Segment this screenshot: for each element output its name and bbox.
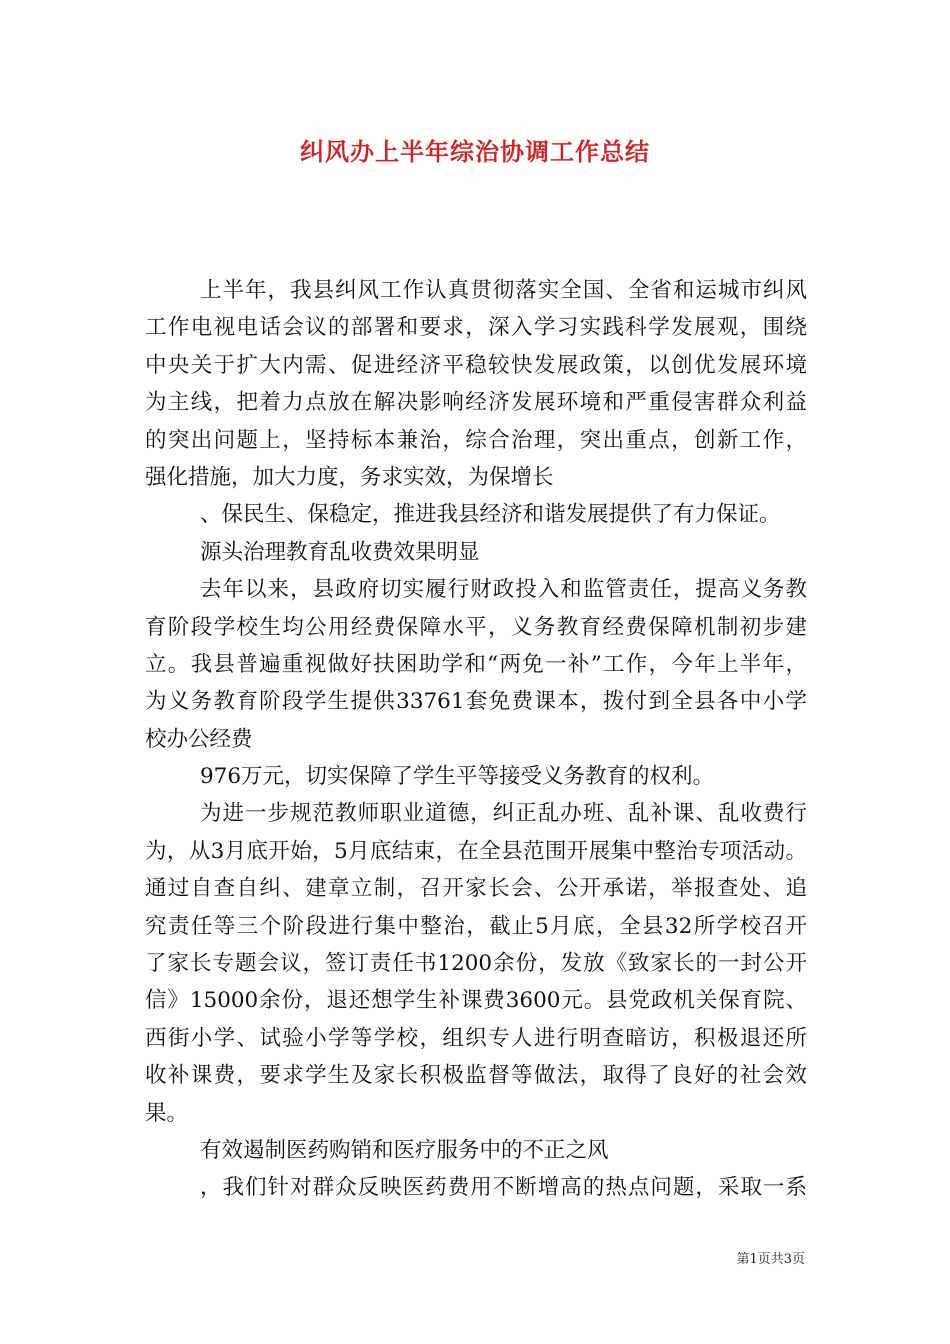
body-line: 育阶段学校生均公用经费保障水平，义务教育经费保障机制初步建 (145, 614, 807, 640)
page-number: 第1页共3页 (736, 1252, 805, 1267)
body-line: 为，从3月底开始，5月底结束，在全县范围开展集中整治专项活动。 (145, 838, 807, 864)
body-line: 收补课费，要求学生及家长积极监督等做法，取得了良好的社会效 (145, 1063, 807, 1089)
body-line: 976万元，切实保障了学生平等接受义务教育的权利。 (200, 764, 715, 790)
body-line: 的突出问题上，坚持标本兼治，综合治理，突出重点，创新工作， (145, 427, 807, 453)
body-line: 通过自查自纠、建章立制，召开家长会、公开承诺，举报查处、追 (145, 876, 807, 902)
body-line: 果。 (145, 1100, 189, 1126)
body-line: 立。我县普遍重视做好扶困助学和“两免一补”工作，今年上半年， (145, 651, 807, 677)
body-line: 究责任等三个阶段进行集中整治，截止5月底，全县32所学校召开 (145, 913, 807, 939)
body-line: 西街小学、试验小学等学校，组织专人进行明查暗访，积极退还所 (145, 1025, 807, 1051)
body-line: 去年以来，县政府切实履行财政投入和监管责任，提高义务教 (200, 577, 807, 603)
body-line: 为义务教育阶段学生提供33761套免费课本，拨付到全县各中小学 (145, 689, 807, 715)
body-line: 为主线，把着力点放在解决影响经济发展环境和严重侵害群众利益 (145, 390, 807, 416)
document-body (145, 272, 807, 1207)
body-line: 了家长专题会议，签订责任书1200余份，发放《致家长的一封公开 (145, 951, 807, 977)
body-line: 校办公经费 (145, 726, 253, 752)
document-title: 纠风办上半年综治协调工作总结 (300, 137, 650, 166)
body-line: 工作电视电话会议的部署和要求，深入学习实践科学发展观，围绕 (145, 315, 807, 341)
body-line: 、保民生、保稳定，推进我县经济和谐发展提供了有力保证。 (200, 502, 781, 528)
body-line: ，我们针对群众反映医药费用不断增高的热点问题，采取一系 (200, 1175, 807, 1201)
body-line: 上半年，我县纠风工作认真贯彻落实全国、全省和运城市纠风 (200, 278, 807, 303)
section-heading: 源头治理教育乱收费效果明显 (200, 539, 480, 565)
body-line: 中央关于扩大内需、促进经济平稳较快发展政策，以创优发展环境 (145, 352, 807, 378)
body-line: 信》15000余份，退还想学生补课费3600元。县党政机关保育院、 (145, 988, 807, 1014)
body-line: 为进一步规范教师职业道德，纠正乱办班、乱补课、乱收费行 (200, 801, 807, 827)
section-heading: 有效遏制医药购销和医疗服务中的不正之风 (200, 1137, 609, 1163)
body-line: 强化措施，加大力度，务求实效，为保增长 (145, 464, 554, 490)
